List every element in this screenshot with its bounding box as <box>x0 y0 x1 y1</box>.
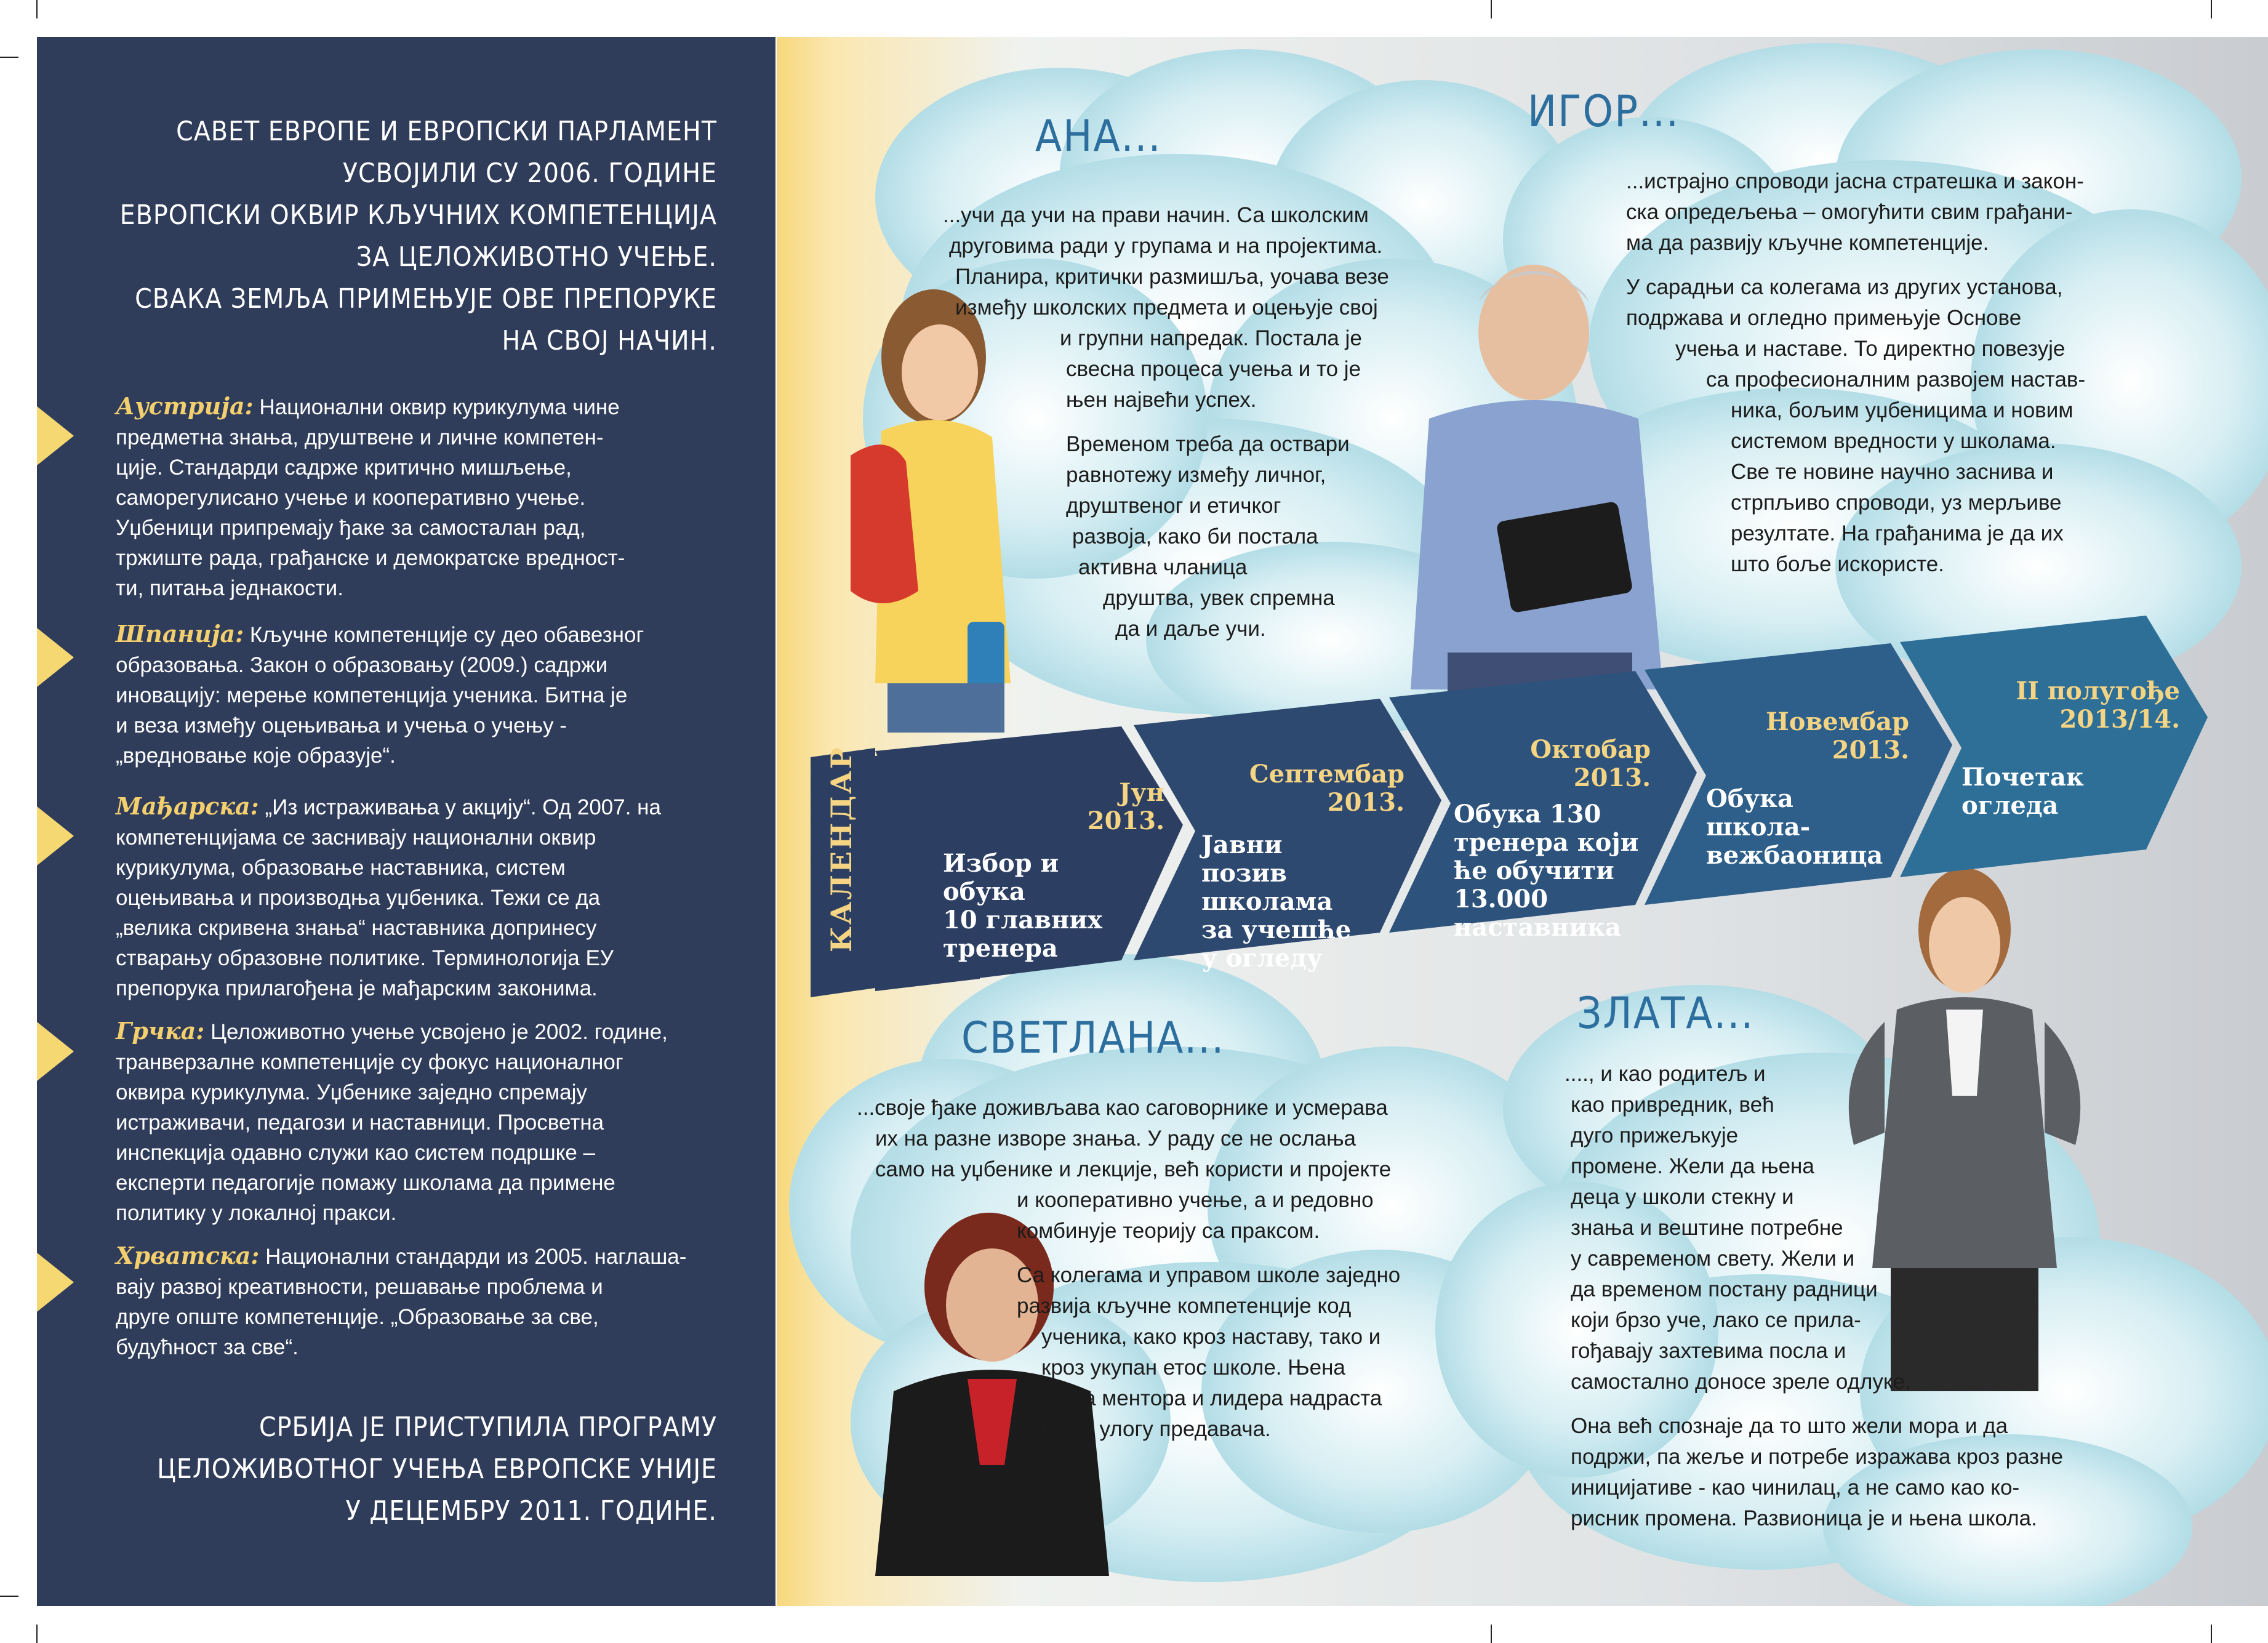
country-name: Шпанија: <box>116 620 244 648</box>
text-line: резултате. На грађанима је да их <box>1731 521 2064 545</box>
country-line: стварању образовне политике. Терминологија ЕУ <box>116 946 614 970</box>
text-ana <box>943 200 1411 658</box>
text-line: промене. Жели да њена <box>1571 1154 1814 1178</box>
step-line: ће обучити <box>1454 856 1614 885</box>
intro-line: ЗА ЦЕЛОЖИВОТНО УЧЕЊЕ. <box>356 241 717 273</box>
country-line: „велика скривена знања“ наставника допринесу <box>116 916 597 940</box>
heading-ana: АНА... <box>1035 111 1162 161</box>
trim-mark <box>0 57 18 58</box>
country-line: курикулума, образовање наставника, систем <box>116 856 566 880</box>
country-line: саморегулисано учење и кооперативно учење. <box>116 486 586 510</box>
step-line: школама <box>1201 887 1333 916</box>
text-line: стрпљиво спроводи, уз мерљиве <box>1731 491 2062 515</box>
country-line: Национални оквир курикулума чине <box>259 395 620 419</box>
left-panel <box>37 37 775 1606</box>
triangle-marker <box>37 406 74 465</box>
date-year: 2013. <box>1832 736 1909 765</box>
triangle-marker <box>37 628 74 687</box>
country-name: Аустрија: <box>116 392 254 420</box>
step-line: за учешће <box>1201 915 1352 944</box>
country-greece <box>116 1016 737 1228</box>
text-line: ...истрајно спроводи јасна стратешка и закон- <box>1626 169 2084 193</box>
timeline-date <box>1189 760 1404 817</box>
text-line: Планира, критички размишља, уочава везе <box>955 265 1389 289</box>
country-line: ти, питања једнакости. <box>116 576 343 600</box>
text-line: свесна процеса учења и то је <box>1066 357 1361 381</box>
timeline-step <box>1706 785 1903 870</box>
text-line: дуго прижељкује <box>1571 1123 1739 1147</box>
country-line: истраживачи, педагози и наставници. Просветна <box>116 1111 604 1135</box>
text-line: друштвеног и етичког <box>1066 494 1281 518</box>
heading-svetlana: СВЕТЛАНА... <box>961 1013 1225 1063</box>
text-line: као привредник, већ <box>1571 1093 1774 1117</box>
text-line: кроз укупан етос школе. Њена <box>1041 1356 1345 1380</box>
text-line: иницијативе - као чинилац, а не само као ко- <box>1571 1476 2020 1500</box>
country-austria <box>116 391 737 603</box>
country-spain <box>116 619 737 771</box>
country-line: политику у локалној пракси. <box>116 1201 397 1225</box>
step-line: Обука 130 <box>1454 800 1601 829</box>
intro-line: ЕВРОПСКИ ОКВИР КЉУЧНИХ КОМПЕТЕНЦИЈА <box>119 199 717 231</box>
trim-mark <box>2211 1625 2212 1643</box>
trim-mark <box>1491 1625 1492 1643</box>
step-line: наставника <box>1454 913 1621 942</box>
step-line: Обука <box>1706 784 1793 813</box>
country-line: иновацију: мерење компетенција ученика. Битна је <box>116 683 628 707</box>
triangle-marker <box>37 1022 74 1081</box>
country-line: образовања. Закон о образовању (2009.) садржи <box>116 653 608 677</box>
intro-line: НА СВОЈ НАЧИН. <box>502 325 717 356</box>
text-line: са професионалним развојем настав- <box>1706 368 2086 392</box>
text-line: ученика, како кроз наставу, тако и <box>1041 1325 1381 1349</box>
step-line: тренера <box>943 934 1058 963</box>
date-month: II полугође <box>2016 677 2180 705</box>
step-line: 13.000 <box>1454 885 1549 914</box>
country-name: Хрватска: <box>116 1242 260 1269</box>
country-line: оквира курикулума. Уџбенике заједно спремају <box>116 1080 587 1104</box>
country-line: Национални стандарди из 2005. наглаша- <box>265 1245 687 1269</box>
trim-mark <box>0 1596 18 1597</box>
text-line: системом вредности у школама. <box>1731 429 2056 453</box>
date-year: 2013. <box>1327 788 1404 817</box>
text-line: деца у школи стекну и <box>1571 1185 1794 1209</box>
step-line: Почетак <box>1961 763 2084 792</box>
date-year: 2013. <box>1087 806 1164 835</box>
country-line: и веза између оцењивања и учења о учењу - <box>116 713 567 737</box>
country-line: предметна знања, друштвене и личне компетен- <box>116 425 604 449</box>
text-line: ...учи да учи на прави начин. Са школским <box>943 203 1369 227</box>
text-zlata <box>1565 1059 2155 1548</box>
country-line: „Из истраживања у акцију“. Од 2007. на <box>265 795 661 819</box>
outro-line: ЦЕЛОЖИВОТНОГ УЧЕЊА ЕВРОПСКЕ УНИЈЕ <box>157 1453 717 1485</box>
paragraph <box>1565 1059 2155 1397</box>
country-name: Грчка: <box>116 1017 205 1045</box>
text-line: ...своје ђаке доживљава као саговорнике и усмерава <box>857 1096 1388 1120</box>
text-line: их на разне изворе знања. У раду се не ослања <box>875 1127 1356 1151</box>
text-line: друговима ради у групама и на пројектима. <box>949 234 1383 258</box>
country-line: препорука прилагођена је мађарским законима. <box>116 976 598 1000</box>
intro-line: УСВОЈИЛИ СУ 2006. ГОДИНЕ <box>342 158 717 189</box>
country-line: Кључне компетенције су део обавезног <box>249 623 644 647</box>
text-line: улога ментора и лидера надраста <box>1041 1386 1382 1410</box>
text-line: Временом треба да оствари <box>1066 432 1350 456</box>
text-line: само на уџбенике и лекције, већ користи и пројекте <box>875 1157 1392 1181</box>
timeline-date <box>1934 677 2180 734</box>
trim-mark <box>36 1625 38 1643</box>
calendar-label: КАЛЕНДАР <box>825 745 858 952</box>
outro-text <box>102 1407 717 1532</box>
timeline-date <box>1041 779 1164 835</box>
text-line: ма да развију кључне компетенције. <box>1626 231 1989 255</box>
step-line: огледа <box>1961 791 2059 820</box>
text-line: и кооперативно учење, а и редовно <box>1017 1188 1374 1212</box>
text-line: ...., и као родитељ и <box>1565 1062 1766 1086</box>
text-line: друштва, увек спремна <box>1103 586 1335 610</box>
text-line: развија кључне компетенције код <box>1017 1294 1352 1318</box>
country-line: експерти педагогије помажу школама да примене <box>116 1171 615 1195</box>
paragraph <box>1565 1411 2155 1534</box>
paragraph <box>943 200 1411 416</box>
text-line: Са колегама и управом школе заједно <box>1017 1263 1401 1287</box>
outro-line: СРБИЈА ЈЕ ПРИСТУПИЛА ПРОГРАМУ <box>259 1412 717 1443</box>
timeline-date <box>1700 708 1909 765</box>
timeline-step <box>1454 800 1675 942</box>
country-line: оцењивања и производња уџбеника. Тежи се да <box>116 886 601 910</box>
text-line: развоја, како би постала <box>1072 524 1318 548</box>
text-line: равнотежу између личног, <box>1066 463 1326 487</box>
text-line: у савременом свету. Жели и <box>1571 1247 1855 1271</box>
trim-mark <box>36 0 38 18</box>
outro-line: У ДЕЦЕМБРУ 2011. ГОДИНЕ. <box>345 1495 717 1527</box>
intro-line: СВАКА ЗЕМЉА ПРИМЕЊУЈЕ ОВЕ ПРЕПОРУКЕ <box>135 283 717 315</box>
heading-igor: ИГОР... <box>1528 86 1680 137</box>
text-line: учења и наставе. То директно повезује <box>1675 337 2066 361</box>
paragraph <box>857 1260 1411 1445</box>
country-line: инспекција одавно служи као систем подршке – <box>116 1141 596 1165</box>
heading-zlata: ЗЛАТА... <box>1577 988 1755 1038</box>
timeline-step <box>1961 763 2146 820</box>
country-line: друге опште компетенције. „Образовање за све, <box>116 1305 599 1329</box>
text-line: У сарадњи са колегама из других установа, <box>1626 275 2063 299</box>
country-hungary <box>116 791 737 1003</box>
step-line: Избор и <box>943 849 1059 878</box>
step-line: 10 главних <box>943 906 1102 934</box>
paragraph <box>1626 166 2118 259</box>
text-line: ника, бољим уџбеницима и новим <box>1731 398 2074 422</box>
paragraph <box>1626 272 2118 580</box>
text-line: Све те новине научно заснива и <box>1731 460 2054 484</box>
date-year: 2013/14. <box>2059 705 2180 734</box>
text-line: Она већ спознаје да то што жели мора и да <box>1571 1414 2008 1438</box>
country-line: транверзалне компетенције су фокус националног <box>116 1050 623 1074</box>
text-line: гођавају захтевима посла и <box>1571 1339 1846 1363</box>
triangle-marker <box>37 806 74 866</box>
country-line: ције. Стандарди садрже критично мишљење, <box>116 456 572 480</box>
text-line: њену улогу предавача. <box>1041 1417 1271 1441</box>
country-line: будућност за све“. <box>116 1335 299 1359</box>
country-name: Мађарска: <box>116 792 259 820</box>
text-line: што боље искористе. <box>1731 552 1944 576</box>
timeline-step <box>1201 831 1386 973</box>
trim-mark <box>1491 0 1492 18</box>
country-line: „вредновање које образује“. <box>116 744 396 768</box>
step-line: школа- <box>1706 813 1811 842</box>
date-month: Септембар <box>1249 760 1404 789</box>
step-line: Јавни <box>1201 830 1283 859</box>
text-line: активна чланица <box>1078 555 1248 579</box>
step-line: позив <box>1201 859 1287 888</box>
country-line: тржиште рада, грађанске и демократске вредност- <box>116 546 625 570</box>
country-line: компетенцијама се заснивају национални оквир <box>116 826 596 850</box>
intro-line: САВЕТ ЕВРОПЕ И ЕВРОПСКИ ПАРЛАМЕНТ <box>176 116 717 147</box>
text-line: између школских предмета и оцењује свој <box>955 295 1378 319</box>
text-line: да и даље учи. <box>1115 617 1266 641</box>
right-panel <box>777 37 2268 1606</box>
intro-text <box>102 111 717 362</box>
triangle-marker <box>37 1253 74 1312</box>
date-year: 2013. <box>1573 763 1651 792</box>
country-line: Уџбеници припремају ђаке за самосталан рад, <box>116 516 586 540</box>
text-line: подржи, па жеље и потребе изражава кроз разне <box>1571 1445 2064 1469</box>
text-svetlana <box>857 1093 1411 1458</box>
date-month: Јун <box>1119 778 1164 807</box>
text-line: да временом постану радници <box>1571 1277 1878 1301</box>
text-line: подржава и огледно примењује Основе <box>1626 306 2022 330</box>
text-line: и групни напредак. Постала је <box>1060 326 1362 350</box>
text-igor <box>1626 166 2118 593</box>
date-month: Новембар <box>1765 707 1909 736</box>
step-line: у огледу <box>1201 944 1323 973</box>
text-line: њен највећи успех. <box>1066 388 1257 412</box>
text-line: самостално доносе зреле одлуке. <box>1571 1370 1911 1394</box>
timeline-date <box>1441 736 1651 792</box>
paragraph <box>943 429 1411 645</box>
text-line: који брзо уче, лако се прила- <box>1571 1308 1861 1332</box>
step-line: вежбаоница <box>1706 841 1883 870</box>
text-line: рисник промена. Развионица је и њена школа. <box>1571 1506 2037 1530</box>
date-month: Октобар <box>1530 735 1651 764</box>
country-line: Целоживотно учење усвојено је 2002. године, <box>210 1020 668 1044</box>
step-line: обука <box>943 877 1025 906</box>
trim-mark <box>2211 0 2212 18</box>
text-line: комбинује теорију са праксом. <box>1017 1219 1320 1243</box>
country-croatia <box>116 1240 737 1362</box>
step-line: тренера који <box>1454 828 1639 857</box>
timeline-step <box>943 850 1140 963</box>
country-line: вају развој креативности, решавање проблема и <box>116 1275 603 1299</box>
paragraph <box>857 1093 1411 1247</box>
text-line: ска опредељења – омогућити свим грађани- <box>1626 200 2073 224</box>
text-line: знања и вештине потребне <box>1571 1216 1843 1240</box>
